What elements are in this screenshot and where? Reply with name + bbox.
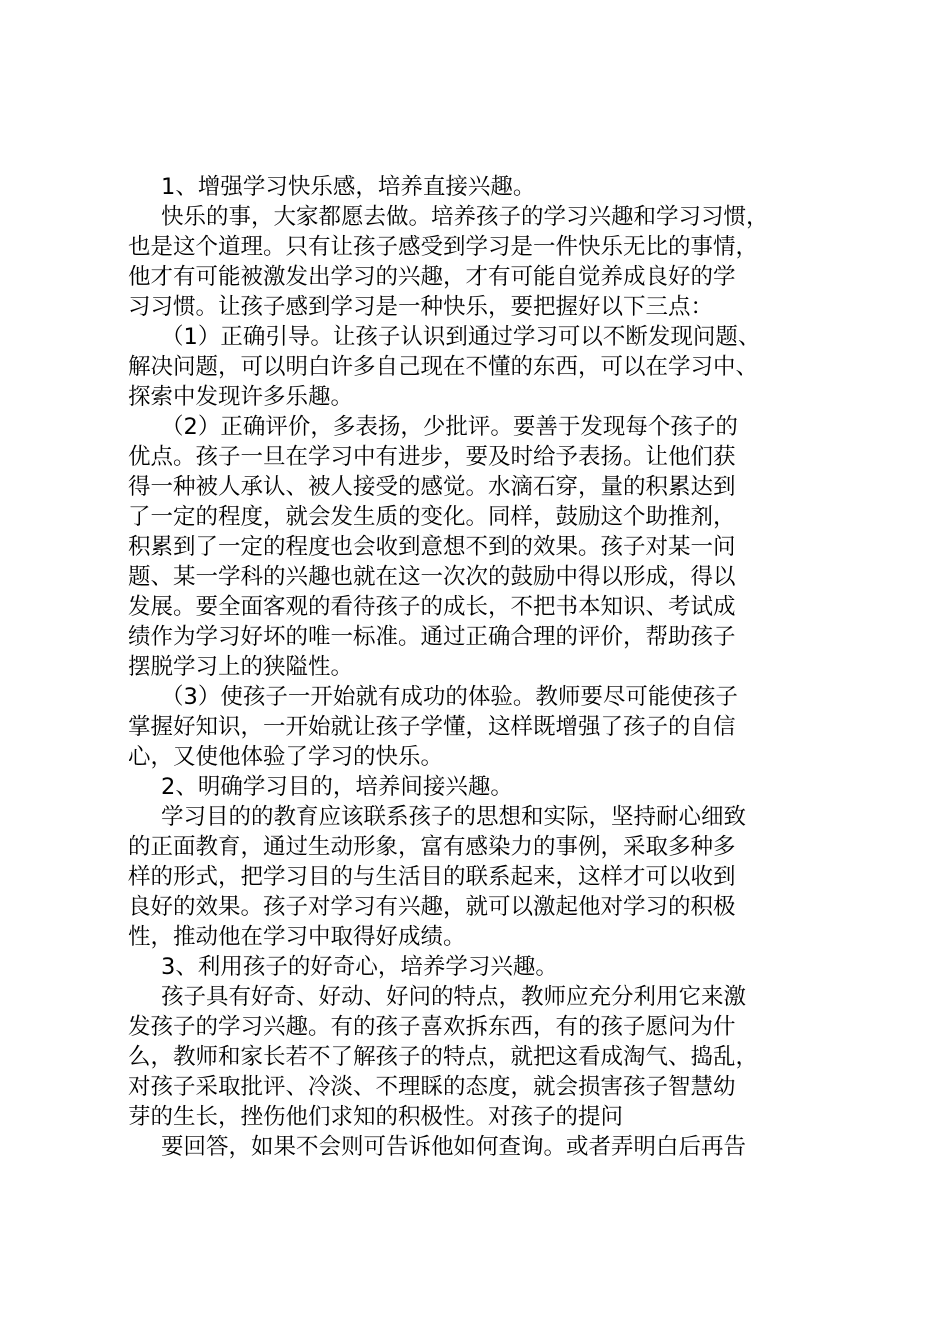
text-line: 他才有可能被激发出学习的兴趣，才有可能自觉养成良好的学 [128,264,736,290]
document-body [128,172,828,1162]
text-line: 孩子具有好奇、好动、好问的特点，教师应充分利用它来激 [161,984,747,1010]
paragraph [128,982,828,1132]
text-line: 绩作为学习好坏的唯一标准。通过正确合理的评价，帮助孩子 [128,624,736,650]
text-line: （2）正确评价，多表扬，少批评。要善于发现每个孩子的 [161,414,738,440]
text-line: 也是这个道理。只有让孩子感受到学习是一件快乐无比的事情， [128,234,759,260]
text-line: 么，教师和家长若不了解孩子的特点，就把这看成淘气、捣乱， [128,1044,759,1070]
text-line: 题、某一学科的兴趣也就在这一次次的鼓励中得以形成，得以 [128,564,736,590]
text-line: 发孩子的学习兴趣。有的孩子喜欢拆东西，有的孩子愿问为什 [128,1014,736,1040]
text-line: 掌握好知识，一开始就让孩子学懂，这样既增强了孩子的自信 [128,714,736,740]
text-line: 良好的效果。孩子对学习有兴趣，就可以激起他对学习的积极 [128,894,736,920]
text-line: 样的形式，把学习目的与生活目的联系起来，这样才可以收到 [128,864,736,890]
text-line: 优点。孩子一旦在学习中有进步，要及时给予表扬。让他们获 [128,444,736,470]
text-line: 摆脱学习上的狭隘性。 [128,654,354,680]
text-line: 学习目的的教育应该联系孩子的思想和实际，坚持耐心细致 [161,804,747,830]
text-line: 快乐的事，大家都愿去做。培养孩子的学习兴趣和学习习惯， [161,204,769,230]
paragraph [128,322,828,412]
text-line: 解决问题，可以明白许多自己现在不懂的东西，可以在学习中、 [128,354,759,380]
paragraph [128,202,828,322]
text-line: 了一定的程度，就会发生质的变化。同样，鼓励这个助推剂， [128,504,736,530]
text-line: 2、明确学习目的，培养间接兴趣。 [161,774,513,800]
paragraph [128,802,828,952]
text-line: 积累到了一定的程度也会收到意想不到的效果。孩子对某一问 [128,534,736,560]
paragraph [128,772,828,802]
paragraph [128,1132,828,1162]
paragraph [128,952,828,982]
text-line: 性，推动他在学习中取得好成绩。 [128,924,466,950]
text-line: 得一种被人承认、被人接受的感觉。水滴石穿，量的积累达到 [128,474,736,500]
text-line: 心，又使他体验了学习的快乐。 [128,744,444,770]
paragraph [128,412,828,682]
paragraph [128,682,828,772]
text-line: 3、利用孩子的好奇心，培养学习兴趣。 [161,954,558,980]
paragraph [128,172,828,202]
text-line: 探索中发现许多乐趣。 [128,384,354,410]
text-line: 1、增强学习快乐感，培养直接兴趣。 [161,174,536,200]
text-line: 对孩子采取批评、冷淡、不理睬的态度，就会损害孩子智慧幼 [128,1074,736,1100]
text-line: （1）正确引导。让孩子认识到通过学习可以不断发现问题、 [161,324,761,350]
text-line: （3）使孩子一开始就有成功的体验。教师要尽可能使孩子 [161,684,738,710]
text-line: 发展。要全面客观的看待孩子的成长，不把书本知识、考试成 [128,594,736,620]
text-line: 要回答，如果不会则可告诉他如何查询。或者弄明白后再告 [161,1134,747,1160]
text-line: 的正面教育，通过生动形象，富有感染力的事例，采取多种多 [128,834,736,860]
text-line: 芽的生长，挫伤他们求知的积极性。对孩子的提问 [128,1104,624,1130]
text-line: 习习惯。让孩子感到学习是一种快乐，要把握好以下三点： [128,294,714,320]
